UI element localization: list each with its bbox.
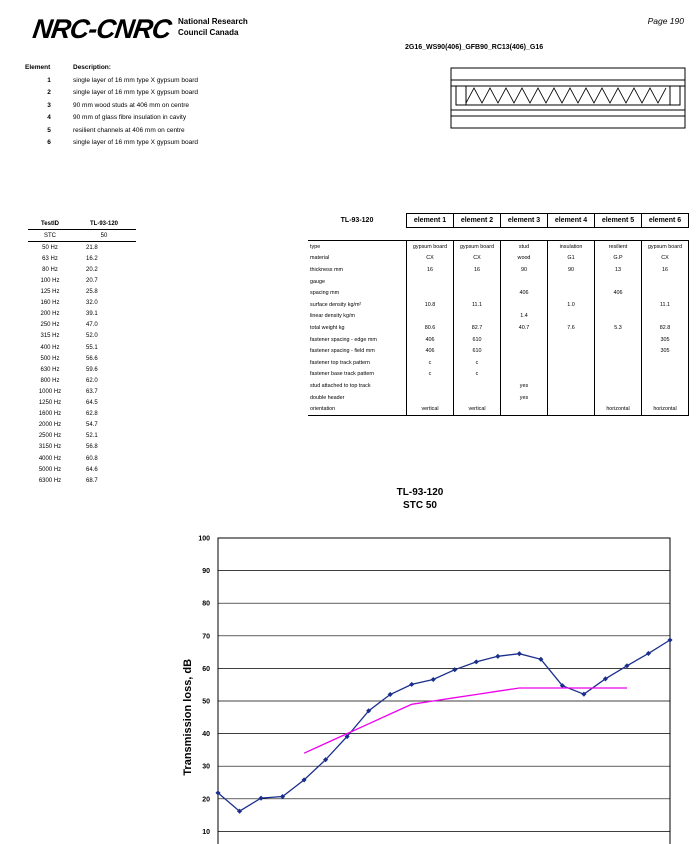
el-cell: horizontal [595, 403, 642, 415]
el-cell: wood [501, 253, 548, 265]
element-description: resilient channels at 406 mm on centre [73, 126, 185, 134]
wall-section-diagram [450, 67, 686, 129]
tl-frequency: 630 Hz [40, 366, 60, 373]
el-cell [548, 357, 595, 369]
element-description: 90 mm wood studs at 406 mm on centre [73, 101, 189, 109]
el-cell: stud [501, 241, 548, 253]
el-cell: c [407, 357, 454, 369]
org-line-2: Council Canada [178, 28, 239, 37]
chart-subtitle: STC 50 [403, 500, 437, 511]
tl-frequency: 500 Hz [40, 355, 60, 362]
tl-value: 62.0 [86, 377, 98, 384]
el-cell [501, 403, 548, 415]
el-cell [548, 334, 595, 346]
el-cell [548, 369, 595, 381]
element-properties-table [308, 213, 689, 416]
tl-row [28, 409, 136, 420]
element-col-header: Element [25, 63, 51, 71]
y-axis-label: Transmission loss, dB [182, 658, 194, 776]
element-list-item [25, 124, 198, 137]
el-cell [407, 380, 454, 392]
el-row-label: stud attached to top track [310, 382, 371, 389]
tl-row [28, 420, 136, 431]
tl-value: 39.1 [86, 311, 98, 318]
el-cell: 406 [501, 287, 548, 299]
tl-frequency: 125 Hz [40, 289, 60, 296]
tl-frequency: 160 Hz [40, 300, 60, 307]
el-cell: CX [407, 253, 454, 265]
el-cell [595, 334, 642, 346]
el-row-label: fastener spacing - field mm [310, 348, 375, 355]
tl-row [28, 464, 136, 475]
y-tick-label: 20 [202, 796, 210, 804]
tl-value: 55.1 [86, 344, 98, 351]
tl-frequency: 6300 Hz [38, 477, 62, 484]
el-cell: 16 [407, 264, 454, 276]
el-cell [548, 380, 595, 392]
tl-row [28, 242, 136, 254]
tl-value: 52.0 [86, 333, 98, 340]
tl-value: 56.8 [86, 444, 98, 451]
tl-frequency: 800 Hz [40, 377, 60, 384]
el-row [308, 345, 689, 357]
el-cell: 406 [407, 334, 454, 346]
el-table-title: TL-93-120 [340, 216, 374, 224]
el-cell: 406 [595, 287, 642, 299]
el-cell [548, 287, 595, 299]
el-row-label: surface density kg/m² [310, 301, 362, 308]
el-row [308, 241, 689, 253]
el-cell [548, 403, 595, 415]
el-cell [595, 276, 642, 288]
tl-stc-label: STC [28, 230, 72, 242]
el-cell [595, 345, 642, 357]
nrc-logo: NRC-CNRC [30, 14, 173, 44]
plot-area [218, 538, 670, 844]
el-cell [407, 287, 454, 299]
el-row [308, 264, 689, 276]
tl-value: 20.2 [86, 266, 98, 273]
el-row [308, 392, 689, 404]
tl-frequency: 400 Hz [40, 344, 60, 351]
tl-frequency: 2000 Hz [38, 422, 62, 429]
el-cell [642, 311, 689, 323]
el-row-label: linear density kg/m [310, 313, 355, 320]
tl-row [28, 253, 136, 264]
element-description: single layer of 16 mm type X gypsum board [73, 89, 199, 97]
el-header: element 1 [407, 214, 454, 228]
el-cell [501, 357, 548, 369]
tl-frequency: 2500 Hz [38, 433, 62, 440]
el-row [308, 299, 689, 311]
y-tick-label: 50 [202, 698, 210, 706]
el-cell: yes [501, 380, 548, 392]
el-cell [642, 392, 689, 404]
tl-row [28, 398, 136, 409]
el-row [308, 403, 689, 415]
el-row-label: orientation [308, 403, 407, 415]
el-cell [642, 369, 689, 381]
page-number: Page 190 [647, 16, 684, 26]
el-cell [595, 369, 642, 381]
y-tick-label: 90 [202, 568, 210, 576]
el-cell: gypsum board [454, 241, 501, 253]
el-cell [501, 334, 548, 346]
tl-frequency: 1250 Hz [38, 400, 62, 407]
el-cell: 7.6 [548, 322, 595, 334]
el-cell [454, 287, 501, 299]
tl-chart [170, 528, 680, 844]
el-cell: 40.7 [501, 322, 548, 334]
tl-row [28, 431, 136, 442]
el-cell: vertical [407, 403, 454, 415]
tl-row [28, 309, 136, 320]
element-description: single layer of 16 mm type X gypsum board [73, 76, 199, 84]
el-cell: 305 [642, 334, 689, 346]
el-cell [595, 380, 642, 392]
el-cell: yes [501, 392, 548, 404]
el-cell [548, 345, 595, 357]
el-cell [548, 276, 595, 288]
el-header: element 6 [642, 214, 689, 228]
tl-row [28, 287, 136, 298]
y-tick-label: 10 [202, 828, 210, 836]
el-cell: 16 [642, 264, 689, 276]
el-cell [501, 369, 548, 381]
element-list-header [25, 60, 198, 74]
el-cell: 13 [595, 264, 642, 276]
el-cell: 1.4 [501, 311, 548, 323]
el-cell: 82.7 [454, 322, 501, 334]
el-cell [407, 311, 454, 323]
el-cell: 610 [454, 334, 501, 346]
el-row-label: gauge [310, 278, 325, 285]
el-cell [548, 311, 595, 323]
element-list-item [25, 137, 198, 150]
y-tick-label: 30 [202, 763, 210, 771]
tl-row [28, 298, 136, 309]
element-number: 3 [47, 101, 51, 109]
element-list-item [25, 112, 198, 125]
tl-value: 32.0 [86, 300, 98, 307]
tl-row [28, 320, 136, 331]
el-header: element 5 [595, 214, 642, 228]
el-cell: gypsum board [642, 241, 689, 253]
tl-table [28, 218, 136, 486]
tl-value: 62.8 [86, 411, 98, 418]
tl-value: 68.7 [86, 477, 98, 484]
el-row [308, 334, 689, 346]
el-cell: c [407, 369, 454, 381]
el-cell: vertical [454, 403, 501, 415]
tl-frequency: 315 Hz [40, 333, 60, 340]
el-cell [454, 276, 501, 288]
el-row [308, 276, 689, 288]
el-row-label: fastener spacing - edge mm [310, 336, 377, 343]
element-number: 5 [47, 126, 51, 134]
el-row-label: fastener base track pattern [310, 371, 375, 378]
description-col-header: Description: [73, 63, 111, 71]
assembly-code: 2G16_WS90(406)_GFB90_RC13(406)_G16 [405, 44, 544, 51]
el-cell: 5.3 [595, 322, 642, 334]
el-cell [595, 311, 642, 323]
tl-frequency: 200 Hz [40, 311, 60, 318]
el-cell: 1.0 [548, 299, 595, 311]
el-header: element 2 [454, 214, 501, 228]
el-row-label: material [310, 255, 330, 262]
el-cell: horizontal [642, 403, 689, 415]
tl-value: 47.0 [86, 322, 98, 329]
el-row [308, 357, 689, 369]
el-row-label: double header [310, 394, 345, 401]
tl-value: 25.8 [86, 289, 98, 296]
y-tick-label: 80 [202, 600, 210, 608]
tl-row [28, 331, 136, 342]
tl-frequency: 4000 Hz [38, 455, 62, 462]
tl-value: 64.5 [86, 400, 98, 407]
tl-frequency: 250 Hz [40, 322, 60, 329]
el-row [308, 369, 689, 381]
el-cell [501, 276, 548, 288]
el-cell: G1 [548, 253, 595, 265]
el-cell [454, 392, 501, 404]
y-tick-label: 60 [202, 665, 210, 673]
el-cell [642, 287, 689, 299]
el-cell [642, 380, 689, 392]
tl-value: 16.2 [86, 255, 98, 262]
el-cell [407, 392, 454, 404]
el-cell [501, 345, 548, 357]
element-number: 2 [47, 89, 51, 97]
element-list-item [25, 74, 198, 87]
el-cell [454, 311, 501, 323]
tl-frequency: 63 Hz [42, 255, 58, 262]
element-number: 1 [47, 76, 51, 84]
el-cell: CX [642, 253, 689, 265]
el-cell [642, 276, 689, 288]
el-cell: 80.6 [407, 322, 454, 334]
el-row [308, 311, 689, 323]
element-list [25, 60, 198, 149]
tl-value: 63.7 [86, 388, 98, 395]
y-tick-label: 100 [198, 535, 210, 543]
tl-frequency: 80 Hz [42, 266, 58, 273]
chart-title: TL-93-120 [396, 487, 444, 498]
el-row-label: total weight kg [310, 324, 345, 331]
element-list-item [25, 87, 198, 100]
tl-row [28, 442, 136, 453]
tl-row [28, 475, 136, 486]
tl-value: 52.1 [86, 433, 98, 440]
tl-header-testid: TestID [28, 218, 72, 230]
el-header: element 3 [501, 214, 548, 228]
tl-frequency: 1000 Hz [38, 388, 62, 395]
el-cell [595, 357, 642, 369]
tl-value: 64.6 [86, 466, 98, 473]
el-cell: 16 [454, 264, 501, 276]
el-row-label: spacing mm [310, 290, 340, 297]
el-cell: c [454, 357, 501, 369]
tl-row [28, 353, 136, 364]
y-tick-label: 70 [202, 633, 210, 641]
el-cell: insulation [548, 241, 595, 253]
el-cell: 11.1 [454, 299, 501, 311]
el-row [308, 253, 689, 265]
el-row [308, 322, 689, 334]
el-cell: G.P [595, 253, 642, 265]
tl-frequency: 50 Hz [42, 244, 58, 251]
element-number: 6 [47, 139, 51, 147]
tl-frequency: 3150 Hz [38, 444, 62, 451]
tl-row [28, 386, 136, 397]
el-cell [501, 299, 548, 311]
tl-frequency: 5000 Hz [38, 466, 62, 473]
tl-row [28, 375, 136, 386]
el-cell [407, 276, 454, 288]
el-cell [642, 357, 689, 369]
el-cell: 610 [454, 345, 501, 357]
el-row [308, 287, 689, 299]
el-cell: resilient [595, 241, 642, 253]
tl-stc-value: 50 [72, 230, 136, 242]
el-row [308, 380, 689, 392]
tl-frequency: 1600 Hz [38, 411, 62, 418]
element-list-item [25, 99, 198, 112]
el-row-label: fastener top track pattern [310, 359, 370, 366]
tl-value: 59.6 [86, 366, 98, 373]
tl-frequency: 100 Hz [40, 278, 60, 285]
tl-value: 60.8 [86, 455, 98, 462]
el-cell [454, 380, 501, 392]
tl-row [28, 275, 136, 286]
el-cell: c [454, 369, 501, 381]
el-cell: 90 [501, 264, 548, 276]
el-cell [548, 392, 595, 404]
el-cell: CX [454, 253, 501, 265]
el-cell: 11.1 [642, 299, 689, 311]
element-description: 90 mm of glass fibre insulation in cavity [73, 114, 187, 122]
tl-value: 54.7 [86, 422, 98, 429]
element-number: 4 [47, 114, 51, 122]
el-cell: 305 [642, 345, 689, 357]
el-cell: 406 [407, 345, 454, 357]
tl-value: 21.8 [86, 244, 98, 251]
tl-value: 56.6 [86, 355, 98, 362]
el-cell: 10.8 [407, 299, 454, 311]
tl-row [28, 453, 136, 464]
el-cell [595, 392, 642, 404]
y-tick-label: 40 [202, 731, 210, 739]
org-name [178, 16, 248, 38]
tl-row [28, 364, 136, 375]
tl-row [28, 264, 136, 275]
el-row-label: thickness mm [310, 266, 343, 273]
el-cell [595, 299, 642, 311]
el-cell: 90 [548, 264, 595, 276]
el-cell: gypsum board [407, 241, 454, 253]
el-header: element 4 [548, 214, 595, 228]
tl-header-id: TL-93-120 [72, 218, 136, 230]
el-cell: 82.8 [642, 322, 689, 334]
tl-row [28, 342, 136, 353]
element-description: single layer of 16 mm type X gypsum board [73, 139, 199, 147]
chart-title-block [300, 486, 540, 512]
el-row-label: type [308, 241, 407, 253]
tl-value: 20.7 [86, 278, 98, 285]
org-line-1: National Research [178, 17, 248, 26]
